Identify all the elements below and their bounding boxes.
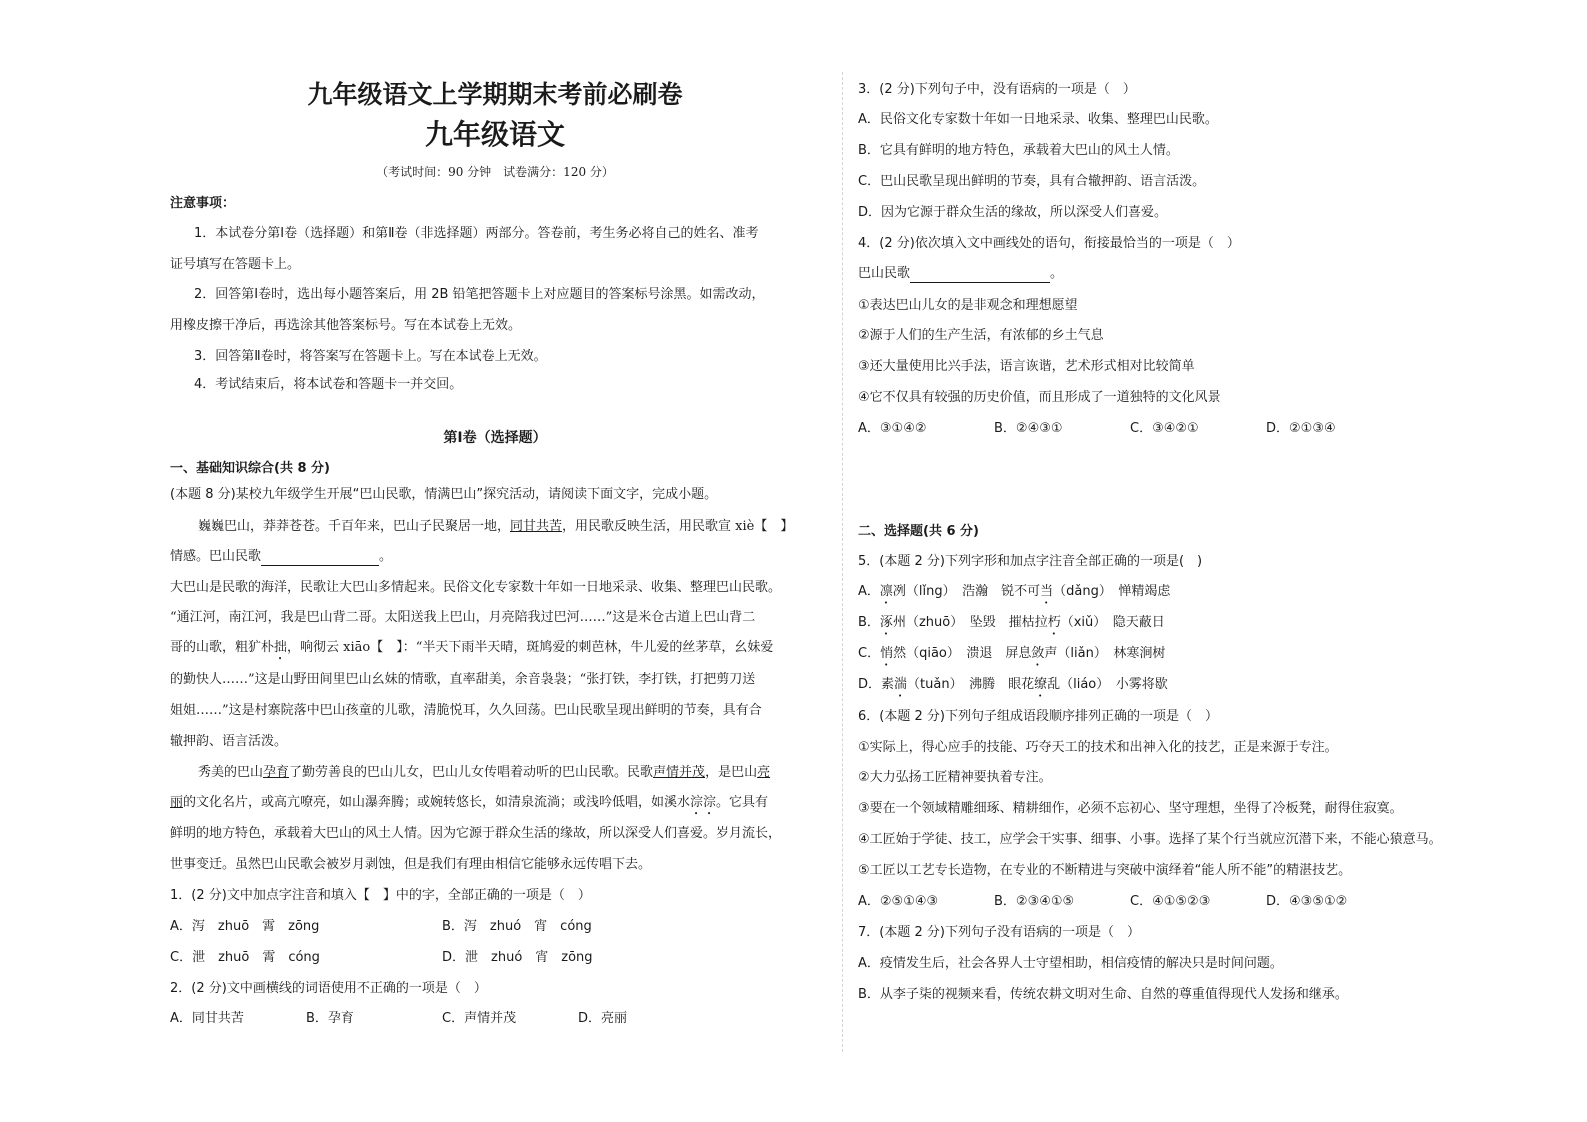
question-6: 6．(本题 2 分)下列句子组成语段顺序排列正确的一项是（ ） bbox=[858, 709, 1218, 724]
question-3: 3．(2 分)下列句子中，没有语病的一项是（ ） bbox=[858, 82, 1136, 97]
passage-line-8: 辙押韵、语言活泼。 bbox=[170, 734, 288, 749]
underlined-phrase-4b: 丽 bbox=[170, 795, 184, 810]
q1-option-b[interactable]: B．泻 zhuó 宵 cóng bbox=[442, 919, 592, 934]
q5-option-c[interactable]: C．悄然（qiāo） 溃退 屏息敛声（liǎn） 林寒涧树 bbox=[858, 646, 1166, 661]
q2-option-c[interactable]: C．声情并茂 bbox=[442, 1011, 517, 1026]
q6-option-d[interactable]: D．④③⑤①② bbox=[1266, 894, 1348, 909]
q3-option-a[interactable]: A．民俗文化专家数十年如一日地采录、收集、整理巴山民歌。 bbox=[858, 112, 1218, 127]
q5-option-b[interactable]: B．涿州（zhuō） 坠毁 摧枯拉朽（xiǔ） 隐天蔽日 bbox=[858, 615, 1165, 630]
passage-line-2: 情感。巴山民歌 。 bbox=[170, 549, 393, 564]
q1-option-d[interactable]: D．泄 zhuó 宵 zōng bbox=[442, 950, 593, 965]
passage-line-1: 巍巍巴山，莽莽苍苍。千百年来，巴山子民聚居一地，同甘共苦，用民歌反映生活，用民歌宣 xiè【 】 bbox=[198, 519, 794, 534]
note-3: 3．回答第Ⅱ卷时，将答案写在答题卡上。写在本试卷上无效。 bbox=[194, 349, 547, 364]
subject-title: 九年级语文 bbox=[424, 118, 565, 151]
q6-sentence-3: ③要在一个领域精雕细琢、精耕细作，必须不忘初心、坚守理想，坐得了冷板凳，耐得住寂寞。 bbox=[858, 801, 1403, 816]
question-5: 5．(本题 2 分)下列字形和加点字注音全部正确的一项是( ) bbox=[858, 554, 1203, 569]
column-divider bbox=[842, 72, 843, 1052]
section1-intro: (本题 8 分)某校九年级学生开展“巴山民歌，情满巴山”探究活动，请阅读下面文字，完成小题。 bbox=[170, 487, 718, 502]
q4-sentence-3: ③还大量使用比兴手法，语言诙谐，艺术形式相对比较简单 bbox=[858, 359, 1195, 374]
passage-line-5: 哥的山歌，粗犷朴拙，响彻云 xiāo【 】：“半天下雨半天晴，斑鸠爱的刺芭林，牛儿爱的丝茅草，幺妹爱 bbox=[170, 640, 774, 655]
underlined-phrase-3: 声情并茂 bbox=[653, 765, 706, 780]
q6-sentence-2: ②大力弘扬工匠精神要执着专注。 bbox=[858, 770, 1052, 785]
note-2b: 用橡皮擦干净后，再选涂其他答案标号。写在本试卷上无效。 bbox=[170, 318, 522, 333]
q5-option-a[interactable]: A．凛冽（lǐng） 浩瀚 锐不可当（dǎng） 惮精竭虑 bbox=[858, 584, 1171, 599]
underlined-phrase-4a: 亮 bbox=[757, 765, 771, 780]
passage-line-11: 鲜明的地方特色，承载着大巴山的风土人情。因为它源于群众生活的缘故，所以深受人们喜爱。岁月流长， bbox=[170, 826, 782, 841]
q1-option-a[interactable]: A．泻 zhuō 霄 zōng bbox=[170, 919, 320, 934]
q1-option-c[interactable]: C．泄 zhuō 霄 cóng bbox=[170, 950, 320, 965]
q6-option-c[interactable]: C．④①⑤②③ bbox=[1130, 894, 1211, 909]
q3-option-b[interactable]: B．它具有鲜明的地方特色，承载着大巴山的风土人情。 bbox=[858, 143, 1179, 158]
q4-sentence-4: ④它不仅具有较强的历史价值，而且形成了一道独特的文化风景 bbox=[858, 390, 1221, 405]
q7-option-a[interactable]: A．疫情发生后，社会各界人士守望相助，相信疫情的解决只是时间问题。 bbox=[858, 956, 1283, 971]
question-2: 2．(2 分)文中画横线的词语使用不正确的一项是（ ） bbox=[170, 981, 487, 996]
q6-option-b[interactable]: B．②③④①⑤ bbox=[994, 894, 1075, 909]
underlined-phrase-2: 孕育 bbox=[263, 765, 290, 780]
q5-option-d[interactable]: D．素湍（tuǎn） 沸腾 眼花缭乱（liáo） 小雾将歇 bbox=[858, 677, 1168, 692]
exam-title: 九年级语文上学期期末考前必刷卷 bbox=[307, 80, 683, 109]
section1-heading: 一、基础知识综合(共 8 分) bbox=[170, 461, 330, 476]
passage-line-6: 的勤快人……”这是山野田间里巴山幺妹的情歌，直率甜美，余音袅袅；“张打铁，李打铁，打把剪刀送 bbox=[170, 672, 756, 687]
passage-line-4: “通江河，南江河，我是巴山背二哥。太阳送我上巴山，月亮陪我过巴河……”这是米仓古道上巴山背二 bbox=[170, 610, 756, 625]
notes-heading: 注意事项： bbox=[170, 196, 236, 211]
passage-line-7: 姐姐……”这是村寨院落中巴山孩童的儿歌，清脆悦耳，久久回荡。巴山民歌呈现出鲜明的节奏，具有合 bbox=[170, 703, 762, 718]
passage-line-10: 丽的文化名片，或高亢嘹亮，如山瀑奔腾；或婉转悠长，如清泉流淌；或浅吟低唱，如溪水淙淙。它具有 bbox=[170, 795, 769, 810]
q4-option-c[interactable]: C．③④②① bbox=[1130, 421, 1199, 436]
q4-option-a[interactable]: A．③①④② bbox=[858, 421, 927, 436]
q4-fill-line: 巴山民歌 。 bbox=[858, 266, 1064, 281]
dotted-char-1: 拙 bbox=[274, 640, 288, 655]
passage-line-9: 秀美的巴山孕育了勤劳善良的巴山儿女，巴山儿女传唱着动听的巴山民歌。民歌声情并茂，是巴山亮 bbox=[198, 765, 771, 780]
q2-option-a[interactable]: A．同甘共苦 bbox=[170, 1011, 244, 1026]
q6-option-a[interactable]: A．②⑤①④③ bbox=[858, 894, 939, 909]
note-1b: 证号填写在答题卡上。 bbox=[170, 257, 301, 272]
passage-line-3: 大巴山是民歌的海洋，民歌让大巴山多情起来。民俗文化专家数十年如一日地采录、收集、整理巴山民歌。 bbox=[170, 580, 782, 595]
q6-sentence-5: ⑤工匠以工艺专长造物，在专业的不断精进与突破中演绎着“能人所不能”的精湛技艺。 bbox=[858, 863, 1352, 878]
exam-info: （考试时间：90 分钟 试卷满分：120 分） bbox=[376, 165, 614, 179]
q7-option-b[interactable]: B．从李子柒的视频来看，传统农耕文明对生命、自然的尊重值得现代人发扬和继承。 bbox=[858, 987, 1348, 1002]
q6-sentence-1: ①实际上，得心应手的技能、巧夺天工的技术和出神入化的技艺，正是来源于专注。 bbox=[858, 740, 1338, 755]
note-1a: 1．本试卷分第Ⅰ卷（选择题）和第Ⅱ卷（非选择题）两部分。答卷前，考生务必将自己的姓名、准考 bbox=[194, 226, 759, 241]
note-4: 4．考试结束后，将本试卷和答题卡一并交回。 bbox=[194, 377, 463, 392]
q3-option-d[interactable]: D．因为它源于群众生活的缘故，所以深受人们喜爱。 bbox=[858, 205, 1168, 220]
part1-title: 第Ⅰ卷（选择题） bbox=[443, 430, 547, 446]
passage-line-12: 世事变迁。虽然巴山民歌会被岁月剥蚀，但是我们有理由相信它能够永远传唱下去。 bbox=[170, 857, 652, 872]
q2-option-b[interactable]: B．孕育 bbox=[306, 1011, 354, 1026]
question-7: 7．(本题 2 分)下列句子没有语病的一项是（ ） bbox=[858, 925, 1140, 940]
q6-sentence-4: ④工匠始于学徒、技工，应学会干实事、细事、小事。选择了某个行当就应沉潜下来，不能心猿意马。 bbox=[858, 832, 1442, 847]
q3-option-c[interactable]: C．巴山民歌呈现出鲜明的节奏，具有合辙押韵、语言活泼。 bbox=[858, 174, 1206, 189]
dotted-char-2: 淙淙 bbox=[690, 795, 717, 810]
underlined-phrase-1: 同甘共苦 bbox=[510, 519, 563, 534]
question-1: 1．(2 分)文中加点字注音和填入【 】中的字，全部正确的一项是（ ） bbox=[170, 888, 591, 903]
note-2a: 2．回答第Ⅰ卷时，选出每小题答案后，用 2B 铅笔把答题卡上对应题目的答案标号涂黑。如需改动， bbox=[194, 287, 765, 302]
section2-heading: 二、选择题(共 6 分) bbox=[858, 524, 979, 539]
fill-blank-2[interactable] bbox=[910, 268, 1050, 283]
question-4: 4．(2 分)依次填入文中画线处的语句，衔接最恰当的一项是（ ） bbox=[858, 236, 1240, 251]
q4-sentence-2: ②源于人们的生产生活，有浓郁的乡土气息 bbox=[858, 328, 1104, 343]
q4-option-b[interactable]: B．②④③① bbox=[994, 421, 1063, 436]
q2-option-d[interactable]: D．亮丽 bbox=[578, 1011, 628, 1026]
q4-option-d[interactable]: D．②①③④ bbox=[1266, 421, 1336, 436]
q4-sentence-1: ①表达巴山儿女的是非观念和理想愿望 bbox=[858, 298, 1078, 313]
fill-blank-1[interactable] bbox=[261, 551, 379, 566]
